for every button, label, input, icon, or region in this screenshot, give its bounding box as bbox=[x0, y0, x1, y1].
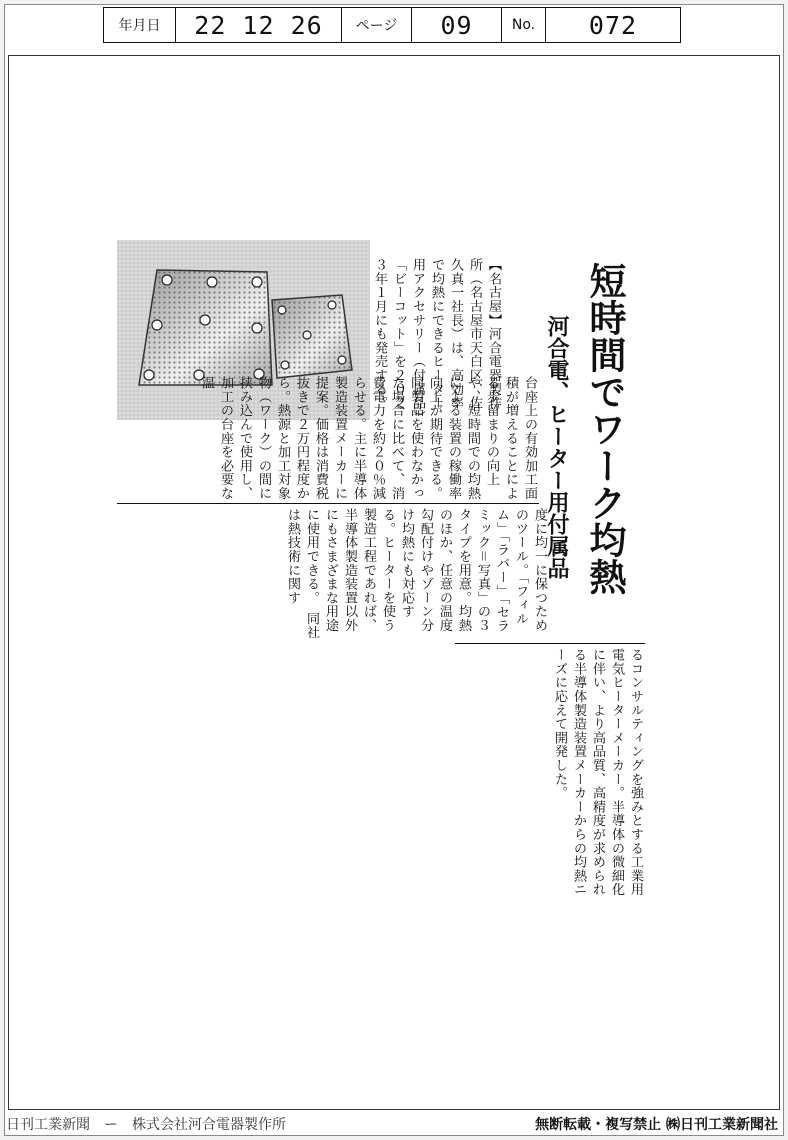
column-3-text: 度に均一に保つためのツール。「フィルム」「ラバー」「セラミック＝写真」の３タイプを用意。均熱のほか、任意の温度勾配付けやゾーン分け均熱にも対応する。ヒーターを使う製造工程であれば、半導体製造装置以外にもさまざまな用途に使用できる。 同社は熱技術に関す bbox=[285, 508, 547, 640]
page-value: 09 bbox=[440, 10, 473, 40]
article-column-3 bbox=[285, 508, 549, 640]
footer-copyright: 無断転載・複写禁止 ㈱日刊工業新聞社 bbox=[535, 1117, 778, 1133]
date-value: 22 12 26 bbox=[194, 10, 323, 40]
article-column-2 bbox=[117, 376, 539, 501]
subheadline: 河合電、ヒーター用付属品 bbox=[544, 315, 570, 579]
column-1-text: 【名古屋】河合電器製作所（名古屋市天白区、佐久真一社長）は、高効率で均熱にできるヒーター用アクセサリー（付属品）「ビーコット」を２０２３年１月にも発売する。 bbox=[372, 258, 501, 417]
no-label-cell bbox=[502, 8, 546, 42]
no-value-cell bbox=[546, 8, 680, 42]
column-2-text: 台座上の有効加工面積が増えることによる歩留まりの向上や、短時間での均熱による装置の稼働率向上が期待できる。同製品を使わなかった場合に比べて、消費電力を約２０％減らせる。主に半導体製造装置メーカーに提案。価格は消費税抜きで２万円程度から。熱源と加工対象物（ワーク）の間に挟み込んで使用し、加工の台座を必要な温 bbox=[199, 376, 537, 501]
page-label: ページ bbox=[355, 18, 398, 34]
date-label: 年月日 bbox=[118, 18, 161, 34]
date-label-cell bbox=[104, 8, 176, 42]
article-column-4 bbox=[455, 648, 645, 908]
footer-source: 日刊工業新聞 ー 株式会社河合電器製作所 bbox=[6, 1117, 286, 1133]
headline: 短時間でワーク均熱 bbox=[583, 262, 627, 595]
no-value: 072 bbox=[588, 10, 638, 40]
no-label: No. bbox=[511, 17, 536, 33]
column-rule-2 bbox=[455, 643, 645, 644]
column-rule-1 bbox=[117, 503, 539, 504]
page-label-cell bbox=[342, 8, 412, 42]
clipping-header bbox=[103, 7, 681, 43]
page-value-cell bbox=[412, 8, 502, 42]
column-4-text: るコンサルティングを強みとする工業用電気ヒーターメーカー。半導体の微細化に伴い、より高品質、高精度が求められる半導体製造装置メーカーからの均熱ニーズに応えて開発した。 bbox=[552, 648, 643, 897]
date-value-cell bbox=[176, 8, 342, 42]
